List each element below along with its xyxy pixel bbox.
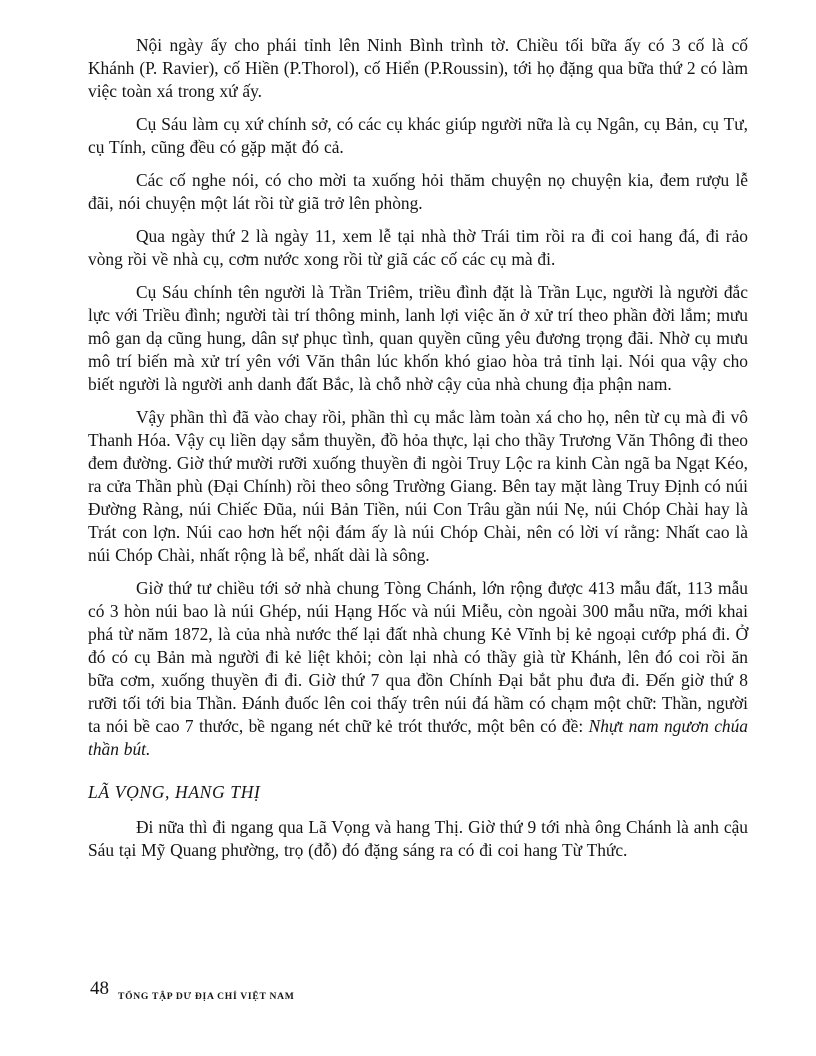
paragraph: Qua ngày thứ 2 là ngày 11, xem lễ tại nhà thờ Trái tim rồi ra đi coi hang đá, đi rảo vòng rồi về nhà cụ, cơm nước xong rồi từ giã các cố các cụ mà đi.	[88, 226, 748, 269]
italic-phrase: Nhựt nam ngươn chúa thần bút.	[88, 716, 749, 759]
paragraph: Các cố nghe nói, có cho mời ta xuống hỏi thăm chuyện nọ chuyện kia, đem rượu lễ đãi, nói chuyện một lát rồi từ giã trở lên phòng.	[88, 170, 748, 213]
book-imprint: TỔNG TẬP DƯ ĐỊA CHÍ VIỆT NAM	[118, 991, 295, 1002]
page-footer	[90, 978, 295, 1002]
page-number: 48	[90, 978, 109, 999]
paragraph-text: Giờ thứ tư chiều tới sở nhà chung Tòng Chánh, lớn rộng được 413 mẫu đất, 113 mẫu có 3 hòn núi bao là núi Ghép, núi Hạng Hốc và núi Miễu, còn ngoài 300 mẫu nữa, mới khai phá từ năm 1872, là của nhà nước thế lại đất nhà chung Kẻ Vĩnh bị kẻ ngoại cướp phá đi. Ở đó có cụ Bản mà người đi kẻ liệt khỏi; còn lại nhà có thầy già từ Khánh, lên đó coi rồi ăn bữa cơm, xuống thuyền đi đi. Giờ thứ 7 qua đồn Chính Đại bắt phu đưa đi. Đến giờ thứ 8 rưỡi tối tới bia Thần. Đánh đuốc lên coi thấy trên núi đá hầm có chạm một chữ: Thần, người ta nói bề cao 7 thước, bề ngang nét chữ kẻ trót thước, một bên có đề:	[88, 578, 748, 736]
paragraph: Cụ Sáu làm cụ xứ chính sở, có các cụ khác giúp người nữa là cụ Ngân, cụ Bản, cụ Tư, cụ Tính, cũng đều có gặp mặt đó cả.	[88, 114, 748, 157]
paragraph: Cụ Sáu chính tên người là Trần Triêm, triều đình đặt là Trần Lục, người là người đắc lực với Triều đình; người tài trí thông minh, lanh lợi việc ăn ở xử trí theo phần đời lắm; mưu mô gan dạ cũng hung, dân sự phục tình, quan quyền cũng yêu đương trọng đãi. Nhờ cụ mưu mô trí biến mà xử trí yên với Văn thân lúc khốn khó giao hòa trả tỉnh lại. Nói qua vậy cho biết người là người anh danh đất Bắc, là chỗ nhờ cậy của nhà chung địa phận nam.	[88, 282, 748, 394]
text-block	[88, 34, 748, 872]
paragraph: Đi nữa thì đi ngang qua Lã Vọng và hang Thị. Giờ thứ 9 tới nhà ông Chánh là anh cậu Sáu tại Mỹ Quang phường, trọ (đỗ) đó đặng sáng ra có đi coi hang Từ Thức.	[88, 817, 748, 860]
paragraph: Nội ngày ấy cho phái tỉnh lên Ninh Bình trình tờ. Chiều tối bữa ấy có 3 cố là cố Khánh (P. Ravier), cố Hiền (P.Thorol), cố Hiển (P.Roussin), tới họ đặng qua bữa thứ 2 có làm việc toàn xá trong xứ ấy.	[88, 35, 748, 101]
section-heading: LÃ VỌNG, HANG THỊ	[88, 782, 261, 802]
paragraph	[88, 577, 748, 761]
paragraph: Vậy phần thì đã vào chay rồi, phần thì cụ mắc làm toàn xá cho họ, nên từ cụ mà đi vô Thanh Hóa. Vậy cụ liền dạy sắm thuyền, đồ hỏa thực, lại cho thầy Trương Văn Thông đi theo đem đường. Giờ thứ mười rưỡi xuống thuyền đi ngòi Truy Lộc ra kinh Càn ngã ba Ngạt Kéo, ra cửa Thần phù (Đại Chính) rồi theo sông Trường Giang. Bên tay mặt làng Truy Định có núi Đường Ràng, núi Chiếc Đũa, núi Bản Tiền, núi Con Trâu gần núi Nẹ, núi Chóp Chài hay là Trát con lợn. Núi cao hơn hết nội đám ấy là núi Chóp Chài, nên có lời ví rằng: Nhất cao là núi Chóp Chài, nhất rộng là bể, nhất dài là sông.	[88, 407, 748, 565]
